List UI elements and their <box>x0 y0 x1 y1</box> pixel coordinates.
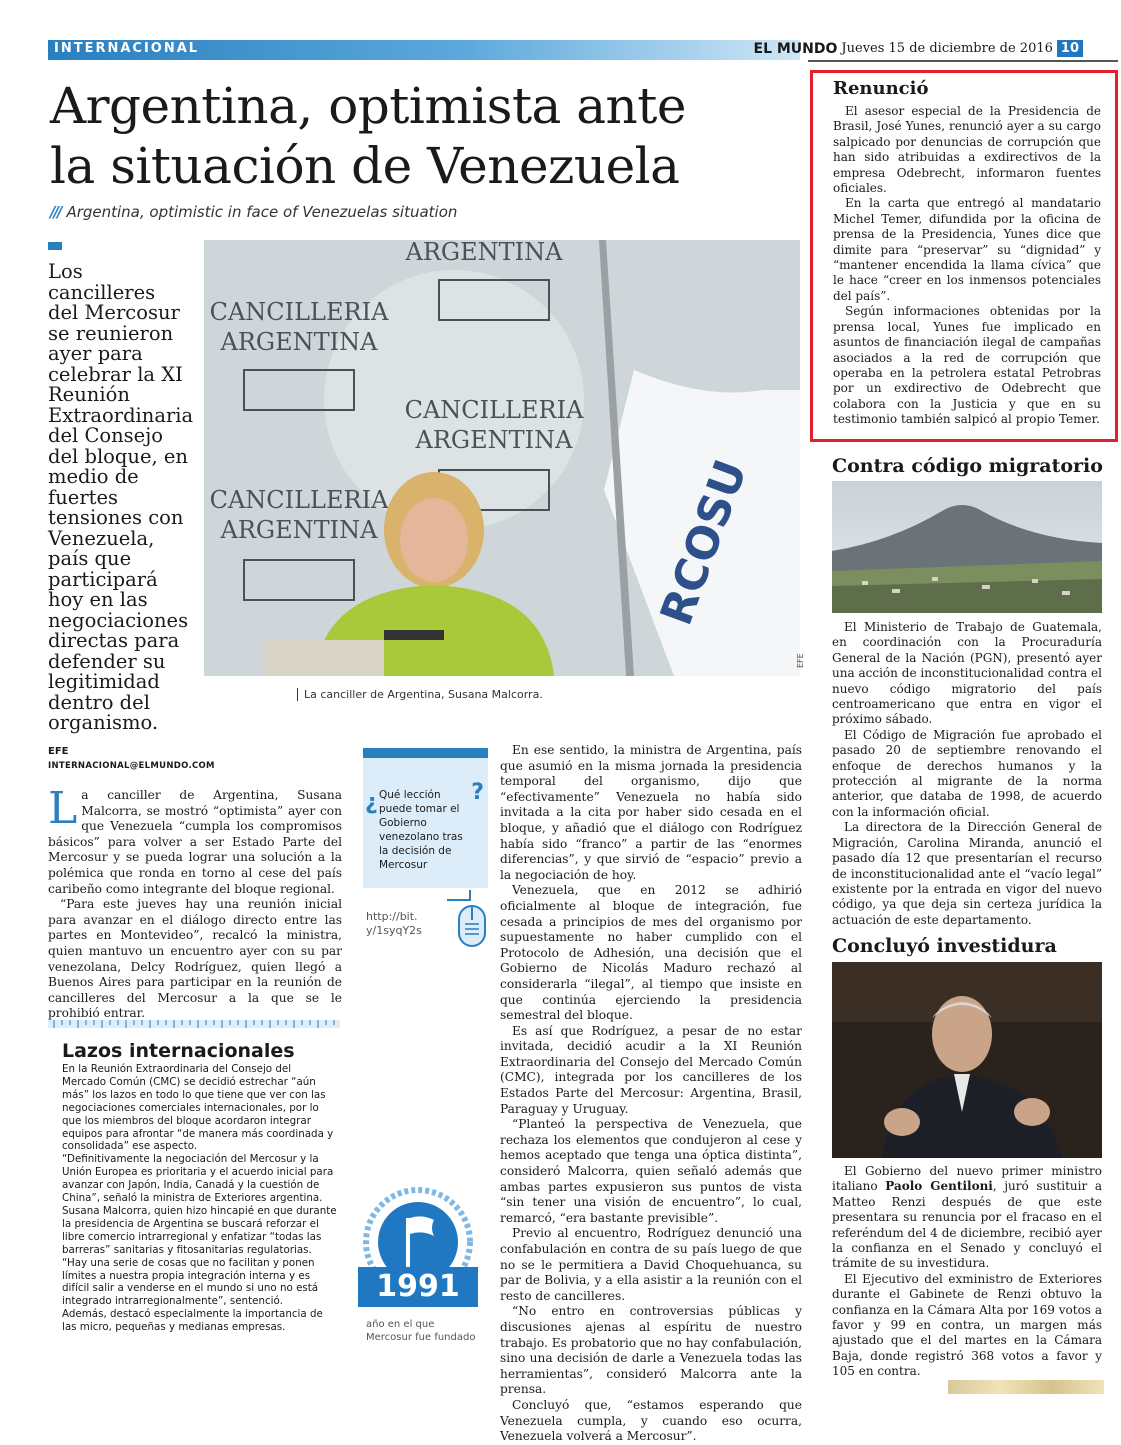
photo-illustration <box>204 240 800 676</box>
sign-text-6: CANCILLERIA <box>209 486 389 514</box>
investidura-body <box>832 1164 1102 1380</box>
article-paragraph: Previo al encuentro, Rodríguez denunció una confabulación en contra de su país luego de que no se le permitiera a David Choquehuanca, su par de Bolivia, y a ella asistir a la reunión con el resto de cancilleres. <box>500 1226 802 1303</box>
short-link-line-1[interactable]: http://bit. <box>366 910 418 923</box>
investidura-paragraph: El Gobierno del nuevo primer ministro italiano Paolo Gentiloni, juró sustituir a Matteo Renzi después de que este presentara su renuncia por el fracaso en el referéndum del 4 de diciembre, recibió ayer la confianza en el Senado y concluyó el trámite de su investidura. <box>832 1164 1102 1271</box>
section-bar <box>48 40 800 60</box>
badge-year: 1991 <box>358 1267 478 1307</box>
renuncio-title: Renunció <box>833 78 929 99</box>
lazos-paragraph: “Definitivamente la negociación del Mercosur y la Unión Europea es prioritaria y el acuerdo inicial para avanzar con Japón, India, Canadá y la cuestión de China”, señaló la ministra de Exteriores argentina. <box>62 1153 334 1205</box>
lazos-body <box>62 1063 338 1334</box>
article-paragraph: Venezuela, que en 2012 se adhirió oficialmente al bloque de integración, fue cesada a principios de mes del organismo por supuestamente no haber cumplido con el Protocolo de Adhesión, una decisión que el Gobierno de Nicolás Maduro rechazó al considerarla “ilegal”, al tiempo que insiste en que continúa ejerciendo la presidencia semestral del bloque. <box>500 883 802 1023</box>
masthead-rule <box>808 60 1118 62</box>
sign-text-2: CANCILLERIA <box>209 298 389 326</box>
codigo-paragraph: El Ministerio de Trabajo de Guatemala, en coordinación con la Procuraduría General de la Nación (PGN), presentó ayer una acción de inconstitucionalidad contra el nuevo código migratorio del país centroamericano que entra en vigor el próximo sábado. <box>832 620 1102 727</box>
codigo-body <box>832 620 1102 928</box>
photo-caption: La canciller de Argentina, Susana Malcorra. <box>297 688 543 701</box>
section-label: INTERNACIONAL <box>54 41 200 56</box>
article-paragraph: “Planteó la perspectiva de Venezuela, que rechaza los elementos que condujeron al cese y hemos aceptado que tenga una óptica distinta”, consideró Malcorra, quien señaló además que ambas partes expusieron sus puntos de vista “sin tener una visión de encuentro”, lo cual, remarcó, “era bastante previsible”. <box>500 1117 802 1225</box>
headline-line-1: Argentina, optimista ante <box>50 77 686 135</box>
renuncio-paragraph: El asesor especial de la Presidencia de Brasil, José Yunes, renunció ayer a su cargo salpicado por denuncias de corrupción que han sido atribuidas a exdirectivos de la empresa Odebrecht, informaron fuentes oficiales. <box>833 104 1101 196</box>
lead-paragraph: Los cancilleres del Mercosur se reunieron ayer para celebrar la XI Reunión Extraordinaria del Consejo del bloque, en medio de fuertes tensiones con Venezuela, país que participará hoy en las negociaciones directas para defender su legitimidad dentro del organismo. <box>48 260 194 734</box>
sign-text-5: ARGENTINA <box>415 426 573 454</box>
flag-text: RCOSU <box>650 453 758 632</box>
sign-text-1: ARGENTINA <box>405 238 563 266</box>
subhead-marker: /// <box>50 203 61 221</box>
renuncio-body <box>833 104 1101 428</box>
sign-text-4: CANCILLERIA <box>404 396 584 424</box>
renuncio-paragraph: Según informaciones obtenidas por la prensa local, Yunes fue implicado en asuntos de financiación ilegal de campañas asociados a la red de corrupción que operaba en la petrolera estatal Petrobras por un exdirectivo de Odebrecht que colabora con la Justicia y que en su testimonio también salpicó al propio Temer. <box>833 304 1101 427</box>
article-paragraph: “No entro en controversias públicas y discusiones ajenas al espíritu de nuestro trabajo. Es probatorio que no hay confabulación, sino una decisión de darle a Venezuela todas las herramientas”, consideró Malcorra ante la prensa. <box>500 1304 802 1397</box>
lead-marker <box>48 242 62 250</box>
lazos-paragraph: En la Reunión Extraordinaria del Consejo del Mercado Común (CMC) se decidió estrechar “aún más” los lazos en todo lo que tiene que ver con las negociaciones comerciales internacionales, por lo que los miembros del bloque acordaron integrar equipos para afrontar “de manera más coordinada y consolidada” ese aspecto. <box>62 1063 334 1153</box>
volcano-landscape-image <box>832 481 1102 613</box>
page-number: 10 <box>1057 40 1083 57</box>
article-paragraph: En ese sentido, la ministra de Argentina, país que asumió en la misma jornada la presidencia temporal del organismo, dijo que “efectivamente” Venezuela no había sido invitada a la cita por haber sido cesada en el bloque, y añadió que el diálogo con Rodríguez había sido “franco” a partir de las “enormes diferencias”, y que sirvió de “espacio” previo a la negociación de hoy. <box>500 743 802 882</box>
question-text: Qué lección puede tomar el Gobierno venezolano tras la decisión de Mercosur <box>379 789 463 871</box>
headline-line-2: la situación de Venezuela <box>50 137 680 195</box>
question-box-bar <box>363 750 488 758</box>
open-question-mark: ¿ <box>365 790 378 815</box>
masthead <box>754 40 1083 57</box>
badge-text: año en el que Mercosur fue fundado <box>366 1319 476 1343</box>
short-link[interactable] <box>366 910 422 938</box>
article-column-3 <box>500 743 802 1445</box>
close-question-mark: ? <box>471 780 484 805</box>
investidura-title: Concluyó investidura <box>832 935 1057 957</box>
article-paragraph: Es así que Rodríguez, a pesar de no estar invitada, decidió acudir a la XI Reunión Extraordinaria del Consejo del Mercado Común (CMC), integrada por los cancilleres de los Estados Parte del Mercosur: Argentina, Brasil, Paraguay y Uruguay. <box>500 1023 802 1116</box>
main-photo <box>204 240 800 676</box>
lazos-paragraph: Susana Malcorra, quien hizo hincapié en que durante la presidencia de Argentina se buscará reforzar el libre comercio intrarregional y enfatizar “todas las barreras” sanitarias y fitosanitarias regulatorias. <box>62 1204 337 1256</box>
newspaper-brand: EL MUNDO <box>753 40 838 57</box>
headline <box>50 76 810 196</box>
article-column-1 <box>48 783 342 1022</box>
sign-text-3: ARGENTINA <box>220 328 378 356</box>
lazos-paragraph: Además, destacó especialmente la importancia de las micro, pequeñas y medianas empresas. <box>62 1308 323 1334</box>
issue-date: Jueves 15 de diciembre de 2016 <box>841 41 1053 56</box>
codigo-paragraph: El Código de Migración fue aprobado el pasado 20 de septiembre renovando el enfoque de derechos humanos y la protección al migrante de la norma anterior, que databa de 1998, de acuerdo con la información oficial. <box>832 727 1102 819</box>
article-paragraph: “Para este jueves hay una reunión inicial para avanzar en el diálogo directo entre las partes en Montevideo”, recalcó la ministra, quien mantuvo un encuentro ayer con su par venezolana, Delcy Rodríguez, quien llegó a Buenos Aires para participar en la reunión de cancilleres del Mercosur a la que se le prohibió entrar. <box>48 897 342 1021</box>
subhead-text: Argentina, optimistic in face of Venezuelas situation <box>66 203 458 221</box>
speaker-portrait-image <box>832 962 1102 1158</box>
mouse-icon <box>445 888 495 954</box>
question-box <box>363 748 488 888</box>
lazos-paragraph: “Hay una serie de cosas que no facilitan y ponen límites a nuestra propia integración interna y es difícil salir a venderse en el mundo si uno no está integrado intrarregionalmente”, sentenció. <box>62 1256 319 1308</box>
photo-credit: EFE <box>796 653 805 668</box>
codigo-paragraph: La directora de la Dirección General de Migración, Carolina Miranda, anunció el pasado día 12 que presentarían el recurso de inconstitucionalidad ante el “vacío legal” existente por la entrada en vigor del nuevo código, ya que deja sin certeza jurídica la actuación de este departamento. <box>832 820 1102 927</box>
gentiloni-name: Paolo Gentiloni <box>885 1179 993 1194</box>
byline: EFE <box>48 746 69 757</box>
short-link-line-2[interactable]: y/1syqY2s <box>366 924 422 937</box>
decorative-bottom-strip <box>948 1380 1104 1394</box>
investidura-paragraph: El Ejecutivo del exministro de Exteriores durante el Gabinete de Renzi obtuvo la confianza en la Cámara Alta por 169 votos a favor y 99 en contra, un margen más ajustado que el del martes en la Cámara Baja, donde registró 368 votos a favor y 105 en contra. <box>832 1271 1102 1379</box>
article-paragraph: Concluyó que, “estamos esperando que Venezuela cumpla, y cuando eso ocurra, Venezuela volverá a Mercosur”. <box>500 1397 802 1444</box>
codigo-title: Contra código migratorio <box>832 455 1103 477</box>
lazos-title: Lazos internacionales <box>62 1040 295 1062</box>
article-paragraph: La canciller de Argentina, Susana Malcorra, se mostró “optimista” ayer con que Venezuela “cumpla los compromisos básicos” para volver a ser Estado Parte del Mercosur y se pueda lograr una solución a la polémica que ronda en torno al cese del país caribeño como integrante del bloque regional. <box>48 783 342 896</box>
ruler-divider <box>48 1020 340 1028</box>
drop-cap: L <box>48 783 78 834</box>
sign-text-7: ARGENTINA <box>220 516 378 544</box>
subhead <box>50 203 457 221</box>
guatemala-photo <box>832 481 1102 613</box>
byline-email[interactable]: INTERNACIONAL@ELMUNDO.COM <box>48 761 215 771</box>
renuncio-paragraph: En la carta que entregó al mandatario Michel Temer, difundida por la oficina de prensa de la Presidencia, Yunes dice que dimite para “preservar” su “dignidad” y “mantener encendida la llama cívica” que le hace “creer en los inmensos potenciales del país”. <box>833 196 1101 303</box>
gentiloni-photo <box>832 962 1102 1158</box>
